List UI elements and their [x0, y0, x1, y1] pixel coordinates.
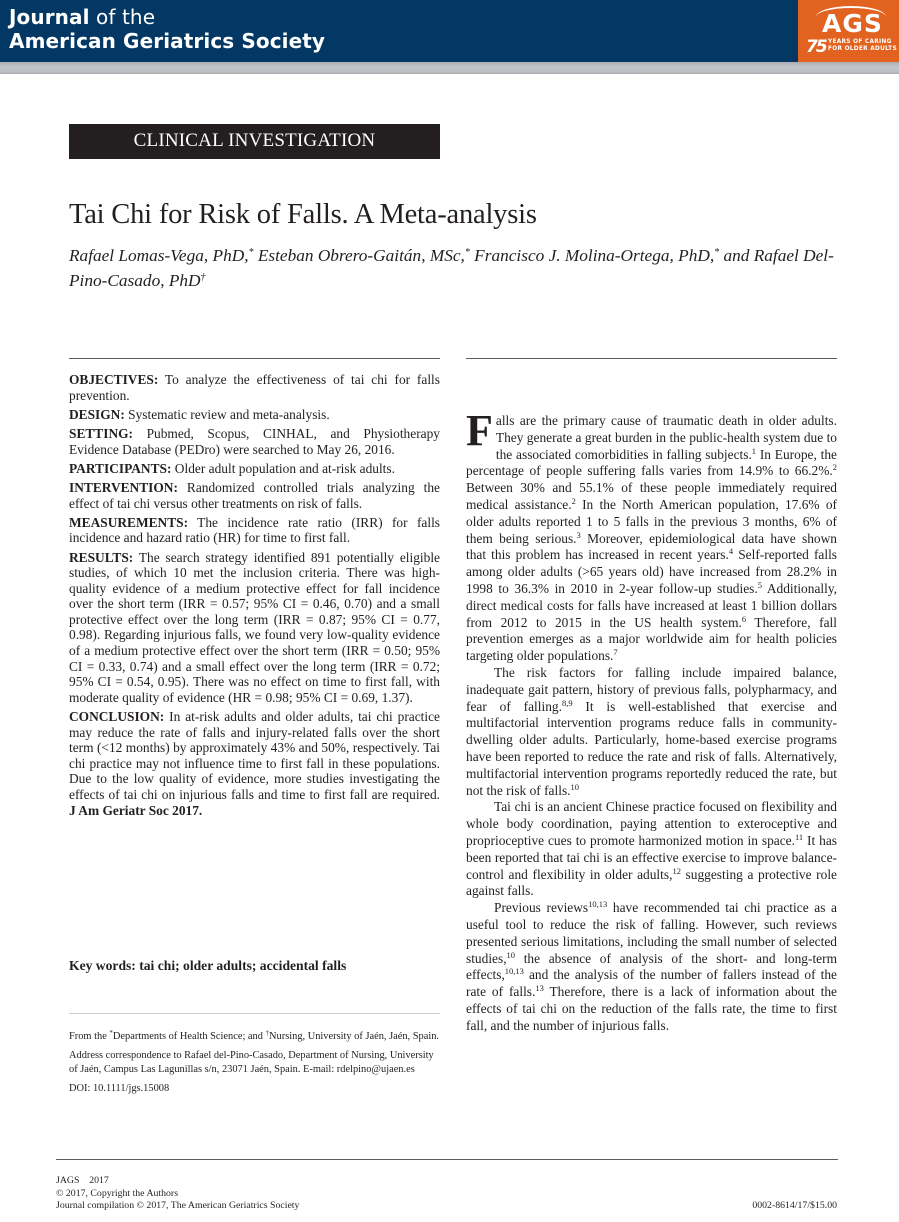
reference-mark[interactable]: 4 [728, 546, 734, 557]
body-sentence: Previous reviews [494, 900, 589, 916]
author-affiliation-mark: * [464, 247, 470, 258]
author-affiliation-mark: * [714, 247, 720, 258]
body-sentence: suggesting a protective role against falls. [466, 866, 837, 899]
affiliation-text: Departments of Health Science; and [112, 1031, 266, 1042]
abstract-text: Randomized controlled trials analyzing the effect of tai chi versus other treatments on risk of falls. [69, 479, 440, 511]
reference-mark[interactable]: 11 [794, 831, 804, 842]
body-sentence: It is well-established that exercise and multifactorial intervention programs reduce falls in community-dwelling older adults. Particularly, home-based exercise programs have been reported to reduce the rate and risk of falls. Alternatively, multifactorial intervention programs reportedly reduced the rate, but not the risk of falls. [466, 698, 837, 798]
author-affiliation-mark: * [248, 247, 254, 258]
body-paragraph [466, 900, 837, 1034]
journal-name-bold: Journal [9, 5, 90, 29]
author-name: and Rafael Del-Pino-Casado, PhD [69, 246, 834, 290]
correspondence-address: Address correspondence to Rafael del-Pino-Casado, Department of Nursing, University of Jaén, Campus Las Lagunillas s/n, 23071 Jaén, Spain. E-mail: rdelpino@ujaen.es [69, 1050, 434, 1075]
body-sentence: In Europe, the percentage of people suffering falls varies from 14.9% to 66.2%. [466, 446, 837, 479]
footer-info [56, 1175, 299, 1213]
doi: DOI: 10.1111/jgs.15008 [69, 1083, 170, 1095]
body-top-rule [466, 358, 837, 359]
body-paragraph [466, 406, 837, 665]
reference-mark[interactable]: 8,9 [561, 697, 573, 708]
body-sentence: The risk factors for falling include impaired balance, inadequate gait pattern, history of previous falls, polypharmacy, and fear of falling. [466, 664, 837, 714]
reference-mark[interactable]: 7 [613, 647, 618, 658]
body-sentence: Therefore, there is a lack of information about the effects of tai chi on the reduction of the falls rate, the time to first fall, and the number of injurious falls. [466, 984, 838, 1033]
body-sentence: Therefore, fall prevention emerges as a major worldwide aim for health policies targeting older populations. [466, 614, 837, 664]
body-sentence: Self-reported falls among older adults (>65 years old) have increased from 28.2% in 1998 to 36.3% in 2010 in 2-year follow-up studies. [466, 547, 837, 596]
footer-journal-year: JAGS 2017 [56, 1175, 109, 1186]
reference-mark[interactable]: 3 [576, 529, 581, 540]
body-sentence: alls are the primary cause of traumatic death in older adults. They generate a great burden in the public-health system due to the associated comorbidities in falling subjects. [495, 413, 837, 462]
body-sentence: have recommended tai chi practice as a useful tool to reduce the risk of falling. However, such reviews presented serious limitations, including the small number of selected studies, [466, 900, 837, 966]
section-label: CLINICAL INVESTIGATION [69, 124, 440, 159]
abstract-text: To analyze the effectiveness of tai chi for falls prevention. [69, 372, 440, 403]
abstract-text: The incidence rate ratio (IRR) for falls incidence and hazard ratio (HR) for time to first fall. [69, 514, 440, 546]
reference-mark[interactable]: 12 [672, 865, 681, 876]
abstract-text: Pubmed, Scopus, CINHAL, and Physiotherapy Evidence Database (PEDro) were searched to May 26, 2016. [69, 425, 440, 457]
keywords: Key words: tai chi; older adults; accidental falls [69, 958, 347, 973]
affiliation-text: From the [69, 1031, 110, 1042]
abstract-text: Older adult population and at-risk adults. [171, 460, 395, 476]
logo-tagline-2: FOR OLDER ADULTS [828, 46, 897, 52]
reference-mark[interactable]: 10 [506, 949, 516, 960]
footnotes [69, 1030, 440, 1102]
journal-citation: J Am Geriatr Soc 2017. [69, 802, 203, 818]
author-list [69, 243, 849, 293]
body-sentence: the absence of analysis of the short- and long-term effects, [466, 950, 837, 983]
logo-tagline [828, 39, 897, 53]
footer-copyright: © 2017, Copyright the Authors [56, 1187, 179, 1199]
abstract-label: MEASUREMENTS: [69, 514, 189, 530]
author-name: Francisco J. Molina-Ortega, PhD, [469, 246, 715, 265]
reference-mark[interactable]: 2 [832, 462, 837, 473]
article-body [466, 406, 838, 1034]
body-sentence: Moreover, epidemiological data have shown that this problem has increased in recent years. [466, 530, 837, 563]
abstract [69, 372, 440, 822]
drop-cap: F [466, 406, 493, 455]
affiliation-text: Nursing, University of Jaén, Jaén, Spain. [269, 1031, 440, 1042]
reference-mark[interactable]: 10 [570, 781, 580, 792]
abstract-label: CONCLUSION: [69, 709, 165, 725]
abstract-text: In at-risk adults and older adults, tai chi practice may reduce the rate of falls and injury-related falls over the short term (<12 months) by approximately 43% and 50%, respectively. Tai chi practice may not influence time to first fall in these populations. Due to the low quality of evidence, more studies investigating the effects of tai chi on injurious falls and time to first fall are required. [69, 709, 440, 802]
affiliation-mark: * [109, 1029, 113, 1037]
abstract-label: PARTICIPANTS: [69, 460, 172, 476]
logo-75-number: 75 [806, 37, 826, 57]
abstract-top-rule [69, 358, 440, 359]
logo-tagline-1: YEARS OF CARING [828, 39, 892, 45]
affiliation-mark: † [265, 1029, 270, 1037]
footer-issn-price: 0002-8614/17/$15.00 [752, 1200, 837, 1211]
footer-rule [56, 1159, 838, 1160]
ags-logo [798, 0, 899, 62]
footnote-rule [69, 1013, 440, 1014]
body-sentence: Additionally, direct medical costs for falls have increased at least 1 billion dollars from 2012 to 2015 in the US health system. [466, 580, 837, 630]
logo-ags-text: AGS [822, 9, 883, 38]
journal-name-light: of the [89, 5, 156, 29]
abstract-setting [69, 426, 440, 457]
abstract-text: The search strategy identified 891 potentially eligible studies, of which 10 met the inclusion criteria. There was high-quality evidence of a medium protective effect for fall incidence over the short term (IRR = 0.57; 95% CI = 0.46, 0.70) and a small protective effect over the long term (IRR = 0.87; 95% CI = 0.77, 0.98). Regarding injurious falls, we found very low-quality evidence of a medium protective effect over the short term (IRR = 0.50; 95% CI = 0.33, 0.74) and a small effect over the long term (IRR = 0.72; 95% CI = 0.54, 0.95). There was no effect on time to first fall, with moderate quality of evidence (HR = 0.98; 95% CI = 0.69, 1.37). [69, 549, 440, 705]
abstract-objectives [69, 372, 440, 403]
abstract-label: INTERVENTION: [69, 479, 178, 495]
abstract-intervention [69, 480, 440, 511]
reference-mark[interactable]: 10,13 [588, 899, 608, 910]
journal-name-line2: American Geriatrics Society [9, 29, 326, 53]
reference-mark[interactable]: 5 [757, 579, 762, 590]
abstract-results [69, 550, 440, 706]
author-name: Esteban Obrero-Gaitán, MSc, [253, 246, 465, 265]
affiliation-note [69, 1030, 440, 1043]
body-sentence: and the analysis of the number of fallers instead of the rate of falls. [466, 967, 837, 1000]
abstract-label: OBJECTIVES: [69, 372, 159, 387]
abstract-label: DESIGN: [69, 406, 125, 422]
author-affiliation-mark: † [200, 272, 206, 283]
abstract-conclusion [69, 709, 440, 818]
journal-name [9, 5, 325, 53]
abstract-design [69, 407, 440, 423]
reference-mark[interactable]: 6 [741, 613, 747, 624]
reference-mark[interactable]: 13 [535, 983, 544, 994]
abstract-measurements [69, 515, 440, 546]
author-name: Rafael Lomas-Vega, PhD, [69, 246, 249, 265]
body-sentence: In the North American population, 17.6% of older adults reported 1 to 5 falls in the previous 3 months, 6% of them being serious. [466, 496, 837, 546]
reference-mark[interactable]: 10,13 [504, 966, 524, 977]
body-sentence: It has been reported that tai chi is an effective exercise to improve balance-control and flexibility in older adults, [466, 832, 837, 882]
body-paragraph [466, 799, 837, 900]
body-paragraph [466, 665, 837, 799]
footer-compilation: Journal compilation © 2017, The American Geriatrics Society [56, 1200, 300, 1211]
body-sentence: Between 30% and 55.1% of these people immediately required medical assistance. [466, 480, 837, 512]
masthead-shadow-strip [0, 62, 899, 74]
article-title: Tai Chi for Risk of Falls. A Meta-analysis [69, 199, 537, 230]
abstract-text: Systematic review and meta-analysis. [124, 406, 330, 422]
journal-masthead [0, 0, 899, 62]
abstract-label: RESULTS: [69, 549, 134, 565]
reference-mark[interactable]: 1 [751, 445, 757, 456]
abstract-participants [69, 461, 440, 477]
abstract-label: SETTING: [69, 425, 133, 441]
body-sentence: Tai chi is an ancient Chinese practice focused on flexibility and whole body coordination, paying attention to exteroceptive and proprioceptive cues to promote harmonized motion in space. [466, 799, 837, 848]
reference-mark[interactable]: 2 [571, 495, 576, 506]
